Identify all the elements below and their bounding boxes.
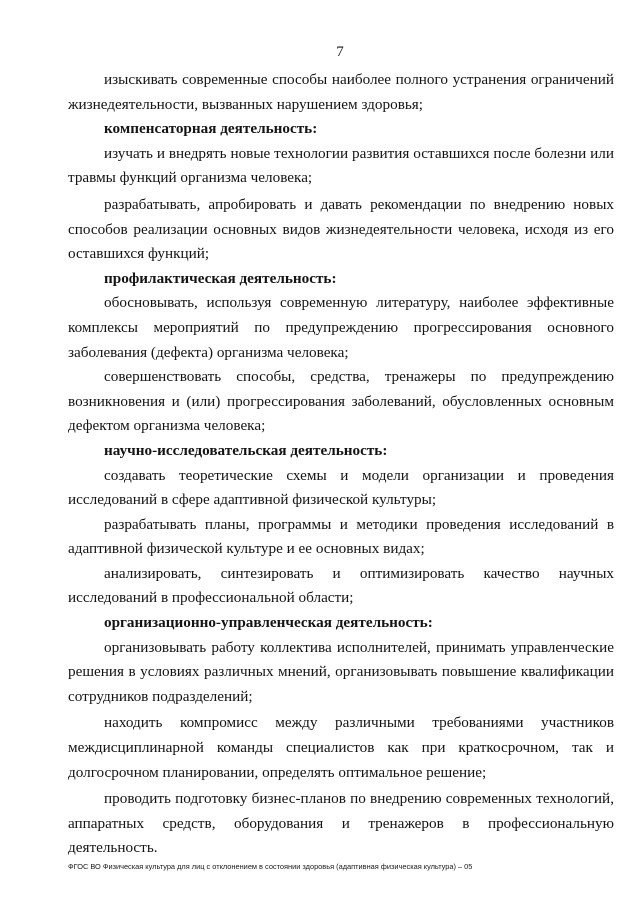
paragraph: совершенствовать способы, средства, тренажеры по предупреждению возникновения и (или) прогрессирования заболеваний, обусловленных основным дефектом организма человека; (68, 368, 614, 435)
document-body (68, 68, 614, 861)
section-heading-preventive: профилактическая деятельность: (104, 269, 337, 287)
paragraph: создавать теоретические схемы и модели организации и проведения исследований в сфере адаптивной физической культуры; (68, 466, 614, 509)
document-footer: ФГОС ВО Физическая культура для лиц с отклонением в состоянии здоровья (адаптивная физическая культура) – 05 (68, 862, 473, 871)
section-heading-research: научно-исследовательская деятельность: (104, 441, 388, 459)
page-number: 7 (336, 44, 344, 60)
paragraph: находить компромисс между различными требованиями участников междисциплинарной команды специалистов как при краткосрочном, так и долгосрочном планировании, определять оптимальное решение; (68, 714, 614, 781)
section-heading-compensatory: компенсаторная деятельность: (104, 120, 318, 138)
paragraph: проводить подготовку бизнес-планов по внедрению современных технологий, аппаратных средств, оборудования и тренажеров в профессиональную деятельность. (68, 790, 614, 857)
paragraph: разрабатывать, апробировать и давать рекомендации по внедрению новых способов реализации основных видов жизнедеятельности человека, исходя из его оставшихся функций; (68, 195, 614, 263)
paragraph: изыскивать современные способы наиболее полного устранения ограничений жизнедеятельности, вызванных нарушением здоровья; (68, 71, 614, 113)
paragraph: изучать и внедрять новые технологии развития оставшихся после болезни или травмы функций организма человека; (68, 144, 614, 187)
paragraph: анализировать, синтезировать и оптимизировать качество научных исследований в профессиональной области; (68, 564, 614, 607)
paragraph: организовывать работу коллектива исполнителей, принимать управленческие решения в условиях различных мнений, организовывать повышение квалификации сотрудников подразделений; (68, 638, 614, 705)
section-heading-management: организационно-управленческая деятельность: (104, 614, 433, 632)
paragraph: разрабатывать планы, программы и методики проведения исследований в адаптивной физической культуре и ее основных видах; (68, 515, 614, 558)
paragraph: обосновывать, используя современную литературу, наиболее эффективные комплексы мероприятий по предупреждению прогрессирования основного заболевания (дефекта) организма человека; (68, 294, 614, 361)
